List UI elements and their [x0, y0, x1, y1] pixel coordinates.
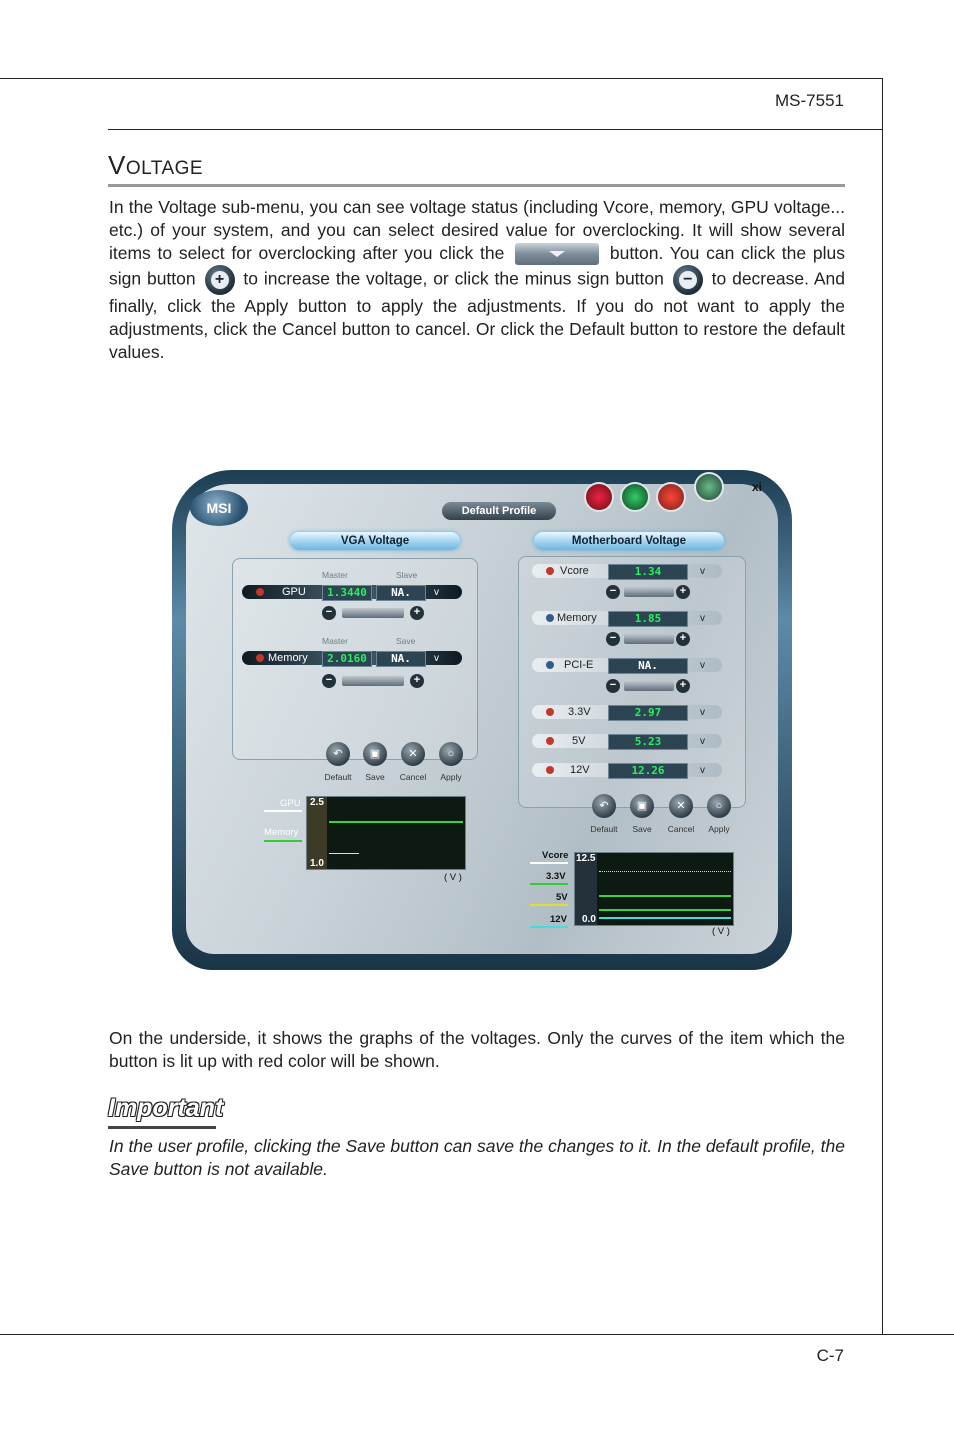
plus-icon	[205, 265, 235, 295]
gpu-slave-value: NA.	[376, 585, 426, 601]
mb-memory-unit: v	[700, 613, 705, 624]
gpu-plus-button[interactable]: +	[410, 606, 424, 620]
intro-text-2: button. You can click the plus sign button	[109, 243, 845, 289]
mb-cancel-label: Cancel	[667, 824, 695, 834]
mb-legend-33v-line	[530, 883, 568, 885]
intro-text-3: to increase the voltage, or click the minus sign button	[243, 269, 664, 289]
vcore-label: Vcore	[560, 565, 589, 577]
fan-icon	[620, 482, 650, 512]
vga-memory-label: Memory	[268, 652, 308, 664]
mb-memory-dropdown[interactable]	[624, 634, 674, 644]
mem-master-caption: Master	[322, 636, 348, 646]
mem-slave-caption: Save	[396, 636, 416, 646]
important-underline	[108, 1126, 216, 1129]
intro-text-1: In the Voltage sub-menu, you can see voltage status (including Vcore, memory, GPU voltage... etc.) of your system, and you can select desired value for overclocking. It will show several items to select for overclocking after you click the	[109, 197, 845, 263]
section-title	[108, 150, 203, 181]
important-heading: Important	[108, 1094, 224, 1122]
pcie-label: PCI-E	[564, 659, 594, 671]
vga-header: VGA Voltage	[290, 532, 460, 550]
close-icon: xi	[752, 480, 763, 494]
vga-graph-ymin: 1.0	[310, 858, 324, 869]
vga-default-label: Default	[324, 772, 352, 782]
intro-paragraph	[109, 196, 845, 364]
mb-memory-plus-button[interactable]: +	[676, 632, 690, 646]
vga-memory-plus-button[interactable]: +	[410, 674, 424, 688]
plus-glyph: +	[211, 271, 229, 289]
mb-graph-5v-line	[599, 895, 731, 897]
mb-legend-vcore-line	[530, 862, 568, 864]
vga-legend-memory[interactable]: Memory	[264, 827, 299, 838]
mb-graph-ymin: 0.0	[582, 914, 596, 925]
mb-graph	[574, 852, 734, 926]
profile-tab: Default Profile	[442, 502, 556, 520]
grid-icon	[694, 472, 724, 502]
vga-memory-dropdown[interactable]	[342, 676, 404, 686]
mb-legend-5v-line	[530, 904, 568, 906]
mb-legend-5v[interactable]: 5V	[556, 892, 568, 903]
v33-value: 2.97	[608, 705, 688, 721]
mb-graph-ymax: 12.5	[576, 853, 596, 864]
vga-memory-master-value: 2.0160	[322, 651, 372, 667]
gpu-dropdown[interactable]	[342, 608, 404, 618]
vga-apply-button[interactable]: ○	[439, 742, 463, 766]
vga-memory-unit: v	[434, 653, 439, 664]
voltage-screenshot	[172, 460, 792, 972]
mb-memory-minus-button[interactable]: −	[606, 632, 620, 646]
right-margin-rule	[882, 78, 883, 1335]
v5-unit: v	[700, 736, 705, 747]
msi-logo: MSI	[190, 490, 248, 526]
vga-graph-memory-line	[329, 853, 359, 854]
v33-indicator[interactable]	[546, 708, 554, 716]
v12-label: 12V	[570, 764, 590, 776]
top-rule	[0, 78, 883, 79]
mb-apply-button[interactable]: ○	[707, 794, 731, 818]
pcie-unit: v	[700, 660, 705, 671]
gpu-indicator[interactable]	[256, 588, 264, 596]
vcore-minus-button[interactable]: −	[606, 585, 620, 599]
pcie-indicator[interactable]	[546, 661, 554, 669]
power-icon	[656, 482, 686, 512]
vcore-plus-button[interactable]: +	[676, 585, 690, 599]
mb-memory-value: 1.85	[608, 611, 688, 627]
intro-text-4: to decrease. And finally, click the Apply button to apply the adjustments. If you do not want to apply the adjustments, click the Cancel button to cancel. Or click the Default button to restore the default values.	[109, 269, 845, 363]
mb-graph-33v-line	[599, 909, 731, 911]
vga-legend-gpu[interactable]: GPU	[280, 798, 301, 809]
vga-save-label: Save	[365, 772, 385, 782]
title-rest: OLTAGE	[125, 158, 204, 179]
header-rule	[108, 129, 883, 130]
gpu-slave-caption: Slave	[396, 570, 418, 580]
mb-memory-label: Memory	[557, 612, 597, 624]
mb-graph-vcore-line	[599, 917, 731, 919]
mb-graph-12v-line	[599, 871, 731, 873]
vga-graph-ymax: 2.5	[310, 797, 324, 808]
gpu-unit: v	[434, 587, 439, 598]
v5-value: 5.23	[608, 734, 688, 750]
gpu-label: GPU	[282, 586, 306, 598]
v12-indicator[interactable]	[546, 766, 554, 774]
pcie-plus-button[interactable]: +	[676, 679, 690, 693]
vga-graph	[306, 796, 466, 870]
vga-memory-indicator[interactable]	[256, 654, 264, 662]
mb-save-label: Save	[632, 824, 652, 834]
mb-graph-unit: ( V )	[712, 926, 730, 937]
mb-legend-vcore[interactable]: Vcore	[542, 850, 569, 861]
vga-legend-gpu-line	[264, 810, 302, 812]
pcie-value: NA.	[608, 658, 688, 674]
title-underline	[108, 184, 845, 187]
vga-graph-unit: ( V )	[444, 872, 462, 883]
model-number: MS-7551	[775, 91, 844, 110]
vga-cancel-button[interactable]: ✕	[401, 742, 425, 766]
gpu-master-caption: Master	[322, 570, 348, 580]
mb-apply-label: Apply	[708, 824, 730, 834]
mb-cancel-button[interactable]: ✕	[669, 794, 693, 818]
vga-memory-minus-button[interactable]: −	[322, 674, 336, 688]
vga-cancel-label: Cancel	[399, 772, 427, 782]
gpu-master-value: 1.3440	[322, 585, 372, 601]
vga-memory-slave-value: NA.	[376, 651, 426, 667]
v5-label: 5V	[572, 735, 586, 747]
v33-unit: v	[700, 707, 705, 718]
v12-unit: v	[700, 765, 705, 776]
mb-header: Motherboard Voltage	[534, 532, 724, 550]
mb-legend-12v[interactable]: 12V	[550, 914, 567, 925]
vga-apply-label: Apply	[440, 772, 462, 782]
dropdown-button-sample	[515, 243, 599, 265]
vga-save-button[interactable]: ▣	[363, 742, 387, 766]
mb-default-button[interactable]: ↶	[592, 794, 616, 818]
vcore-dropdown[interactable]	[624, 587, 674, 597]
page-number: C-7	[816, 1346, 844, 1365]
mb-legend-12v-line	[530, 926, 568, 928]
bottom-rule	[0, 1334, 954, 1335]
mb-memory-indicator[interactable]	[546, 614, 554, 622]
mb-legend-33v[interactable]: 3.3V	[546, 871, 566, 882]
vga-graph-gpu-line	[329, 821, 463, 823]
pcie-minus-button[interactable]: −	[606, 679, 620, 693]
vcore-indicator[interactable]	[546, 567, 554, 575]
minus-glyph: −	[679, 271, 697, 289]
title-initial: V	[108, 150, 126, 180]
pcie-dropdown[interactable]	[624, 681, 674, 691]
v12-value: 12.26	[608, 763, 688, 779]
v33-label: 3.3V	[568, 706, 591, 718]
v5-indicator[interactable]	[546, 737, 554, 745]
important-text: In the user profile, clicking the Save button can save the changes to it. In the default profile, the Save button is not available.	[109, 1136, 845, 1179]
mb-default-label: Default	[590, 824, 618, 834]
vga-default-button[interactable]: ↶	[326, 742, 350, 766]
vcore-value: 1.34	[608, 564, 688, 580]
graphs-paragraph: On the underside, it shows the graphs of the voltages. Only the curves of the item which the button is lit up with red color will be shown.	[109, 1028, 845, 1071]
minus-icon	[673, 265, 703, 295]
gauge-icon	[584, 482, 614, 512]
vga-legend-memory-line	[264, 840, 302, 842]
vcore-unit: v	[700, 566, 705, 577]
gpu-minus-button[interactable]: −	[322, 606, 336, 620]
mb-save-button[interactable]: ▣	[630, 794, 654, 818]
